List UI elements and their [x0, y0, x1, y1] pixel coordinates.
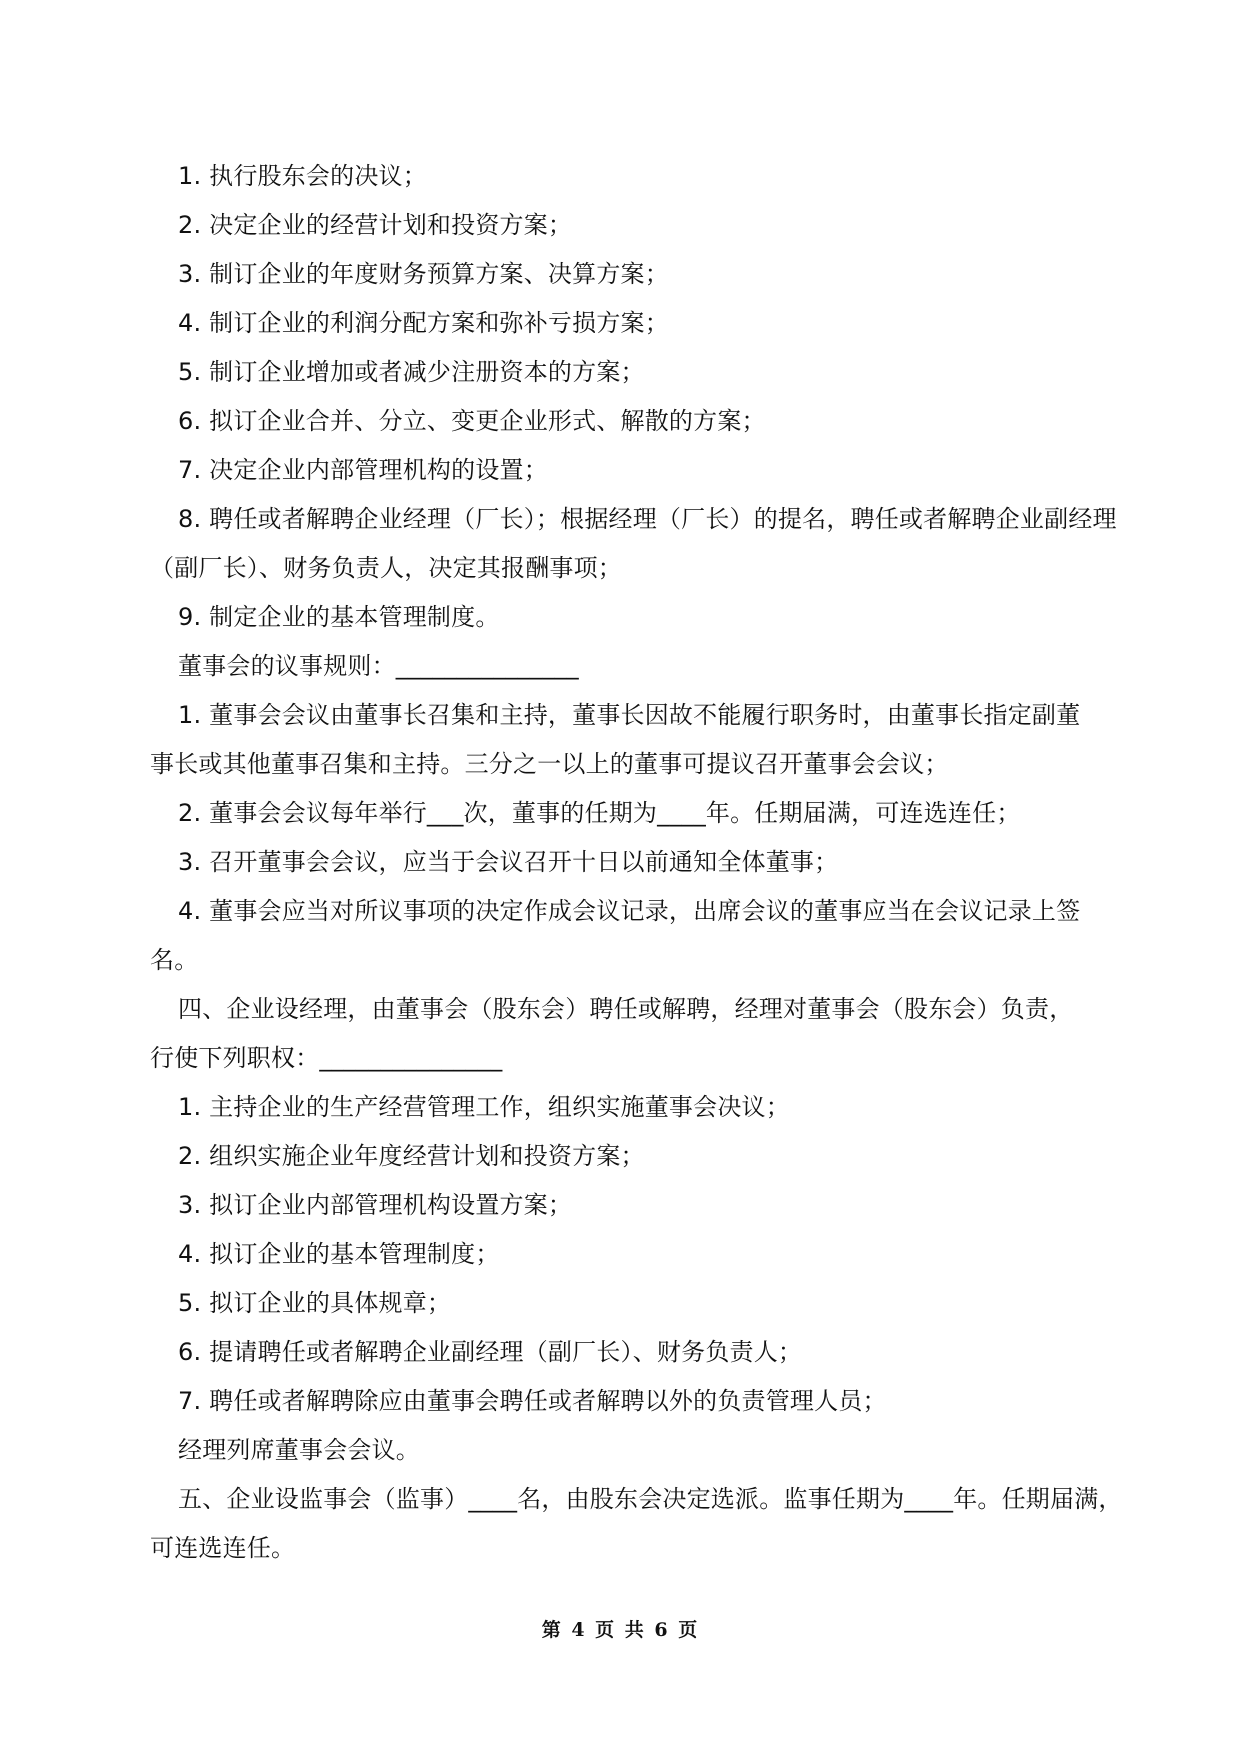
item-4: 4. 制订企业的利润分配方案和弥补亏损方案； — [178, 309, 669, 337]
item-2: 2. 决定企业的经营计划和投资方案； — [178, 211, 573, 239]
item-9: 9. 制定企业的基本管理制度。 — [178, 603, 500, 631]
manager-duty-7: 7. 聘任或者解聘除应由董事会聘任或者解聘以外的负责管理人员； — [178, 1387, 887, 1415]
rule-2: 2. 董事会会议每年举行___次，董事的任期为____年。任期届满，可连选连任； — [178, 799, 1021, 827]
manager-duty-2: 2. 组织实施企业年度经营计划和投资方案； — [178, 1142, 645, 1170]
rule-3: 3. 召开董事会会议，应当于会议召开十日以前通知全体董事； — [178, 848, 839, 876]
item-3: 3. 制订企业的年度财务预算方案、决算方案； — [178, 260, 669, 288]
rule-4: 4. 董事会应当对所议事项的决定作成会议记录，出席会议的董事应当在会议记录上签 — [178, 897, 1081, 925]
page-number-footer: 第 4 页 共 6 页 — [541, 1619, 700, 1641]
rule-4-continued: 名。 — [150, 946, 199, 974]
item-5: 5. 制订企业增加或者减少注册资本的方案； — [178, 358, 645, 386]
rule-1: 1. 董事会会议由董事长召集和主持，董事长因故不能履行职务时，由董事长指定副董 — [178, 701, 1081, 729]
manager-attendance-note: 经理列席董事会会议。 — [178, 1436, 420, 1464]
item-1: 1. 执行股东会的决议； — [178, 162, 427, 190]
section-4-heading: 四、企业设经理，由董事会（股东会）聘任或解聘，经理对董事会（股东会）负责， — [178, 995, 1074, 1023]
rule-1-continued: 事长或其他董事召集和主持。三分之一以上的董事可提议召开董事会会议； — [150, 750, 949, 778]
manager-duty-4: 4. 拟订企业的基本管理制度； — [178, 1240, 500, 1268]
section-5-heading: 五、企业设监事会（监事）____名，由股东会决定选派。监事任期为____年。任期届满， — [178, 1485, 1123, 1513]
manager-duty-6: 6. 提请聘任或者解聘企业副经理（副厂长）、财务负责人； — [178, 1338, 803, 1366]
manager-duty-3: 3. 拟订企业内部管理机构设置方案； — [178, 1191, 573, 1219]
item-7: 7. 决定企业内部管理机构的设置； — [178, 456, 548, 484]
document-body — [150, 152, 1123, 1573]
item-8-continued: （副厂长）、财务负责人，决定其报酬事项； — [150, 554, 622, 582]
manager-duty-5: 5. 拟订企业的具体规章； — [178, 1289, 452, 1317]
section-4-heading-continued: 行使下列职权：_______________ — [150, 1044, 503, 1072]
board-rules-heading: 董事会的议事规则：_______________ — [178, 652, 579, 680]
item-6: 6. 拟订企业合并、分立、变更企业形式、解散的方案； — [178, 407, 766, 435]
section-5-heading-continued: 可连选连任。 — [150, 1534, 296, 1562]
manager-duty-1: 1. 主持企业的生产经营管理工作，组织实施董事会决议； — [178, 1093, 790, 1121]
item-8: 8. 聘任或者解聘企业经理（厂长）；根据经理（厂长）的提名，聘任或者解聘企业副经理 — [178, 505, 1117, 533]
